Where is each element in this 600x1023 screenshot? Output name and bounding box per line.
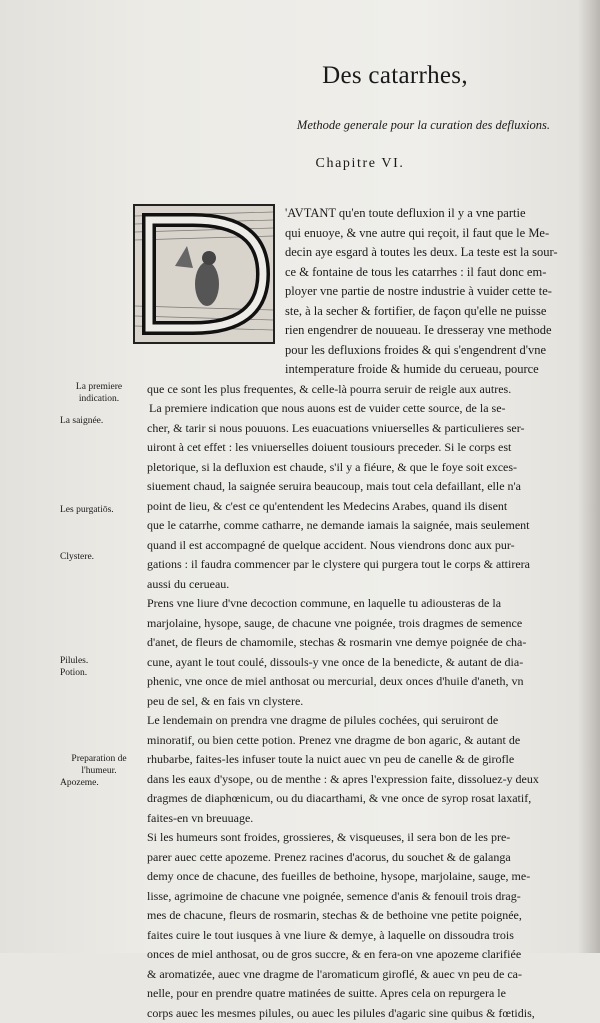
text-line: rien engendrer de nouueau. Ie dresseray vne methode bbox=[147, 321, 572, 341]
text-line: rhubarbe, faites-les infuser toute la nuict auec vn peu de canelle & de girofle bbox=[147, 750, 572, 770]
text-line: quand il est accompagné de quelque accident. Nous viendrons donc aux pur- bbox=[147, 536, 572, 556]
text-line: minoratif, ou bien cette potion. Prenez vne dragme de bon agaric, & autant de bbox=[147, 731, 572, 751]
text-line: ste, à la secher & fortifier, de façon qu'elle ne puisse bbox=[147, 302, 572, 322]
margin-note: Pilules. bbox=[60, 656, 142, 668]
text-line: gations : il faudra commencer par le clystere qui purgera tout le corps & attirera bbox=[147, 555, 572, 575]
text-line: 'AVTANT qu'en toute defluxion il y a vne partie bbox=[147, 204, 572, 224]
text-line: pour les defluxions froides & qui s'engendrent d'vne bbox=[147, 341, 572, 361]
text-line: aussi du cerueau. bbox=[147, 575, 572, 595]
margin-note: Potion. bbox=[60, 668, 142, 680]
text-line: peu de sel, & en fais vn clystere. bbox=[147, 692, 572, 712]
text-line: ce & fontaine de tous les catarrhes : il faut donc em- bbox=[147, 263, 572, 283]
text-line: lisse, agrimoine de chacune vne poignée, semence d'anis & fenouil trois drag- bbox=[147, 887, 572, 907]
text-line: Si les humeurs sont froides, grossieres, & visqueuses, il sera bon de les pre- bbox=[147, 828, 572, 848]
text-line: dans les eaux d'ysope, ou de menthe : & apres l'expression faite, dissoluez-y deux bbox=[147, 770, 572, 790]
text-line: nelle, pour en prendre quatre matinées de suitte. Apres cela on repurgera le bbox=[147, 984, 572, 1004]
text-line: que le catarrhe, comme catharre, ne demande iamais la saignée, mais seulement bbox=[147, 516, 572, 536]
text-line: uiront à cet effet : les vniuerselles doiuent tousiours preceder. Si le corps est bbox=[147, 438, 572, 458]
text-line: Le lendemain on prendra vne dragme de pilules cochées, qui seruiront de bbox=[147, 711, 572, 731]
text-line: point de lieu, & c'est ce qu'entendent les Medecins Arabes, quand ils disent bbox=[147, 497, 572, 517]
text-line: d'anet, de fleurs de chamomile, stechas & rosmarin vne demye poignée de cha- bbox=[147, 633, 572, 653]
text-line: ployer vne partie de nostre industrie à vuider cette te- bbox=[147, 282, 572, 302]
text-line: onces de miel anthosat, ou de gros succre, & en fera-on vne apozeme clarifiée bbox=[147, 945, 572, 965]
text-line: decin aye esgard à toutes les deux. La teste est la sour- bbox=[147, 243, 572, 263]
margin-note: Les purgatiōs. bbox=[60, 505, 142, 517]
text-line: faites-en vn breuuage. bbox=[147, 809, 572, 829]
main-text bbox=[147, 204, 572, 1023]
page-heading: Des catarrhes, bbox=[240, 62, 550, 90]
text-line: Prens vne liure d'vne decoction commune, en laquelle tu adiousteras de la bbox=[147, 594, 572, 614]
text-line: mes de chacune, fleurs de rosmarin, stechas & de bethoine vne petite poignée, bbox=[147, 906, 572, 926]
text-line: que ce sont les plus frequentes, & celle-là pourra seruir de reigle aux autres. bbox=[147, 380, 572, 400]
margin-note: La premiere indication. bbox=[56, 382, 142, 405]
text-line: pletorique, si la defluxion est chaude, s'il y a fiéure, & que le foye soit exces- bbox=[147, 458, 572, 478]
text-line: phenic, vne once de miel anthosat ou mercurial, deux onces d'huile d'aneth, vn bbox=[147, 672, 572, 692]
text-line: parer auec cette apozeme. Prenez racines d'acorus, du souchet & de galanga bbox=[147, 848, 572, 868]
text-line: siuement chaud, la saignée seruira beaucoup, mais tout cela defaillant, elle n'a bbox=[147, 477, 572, 497]
text-line: corps auec les mesmes pilules, ou auec les pilules d'agaric sine quibus & fœtidis, bbox=[147, 1004, 572, 1023]
chapter-title: Chapitre VI. bbox=[260, 156, 460, 172]
text-line: intemperature froide & humide du cerueau, pource bbox=[147, 360, 572, 380]
margin-note: La saignée. bbox=[60, 416, 142, 428]
text-line: demy once de chacune, des fueilles de bethoine, hysope, marjolaine, sauge, me- bbox=[147, 867, 572, 887]
text-line: qui enuoye, & vne autre qui reçoit, il faut que le Me- bbox=[147, 224, 572, 244]
text-line: cher, & tarir si nous pouuons. Les euacuations vniuerselles & particulieres ser- bbox=[147, 419, 572, 439]
text-line: La premiere indication que nous auons est de vuider cette source, de la se- bbox=[147, 399, 572, 419]
margin-note: Apozeme. bbox=[60, 778, 142, 790]
section-subheading: Methode generale pour la curation des defluxions. bbox=[200, 118, 550, 133]
text-line: marjolaine, hysope, sauge, de chacune vne poignée, trois dragmes de semence bbox=[147, 614, 572, 634]
margin-note: Clystere. bbox=[60, 552, 142, 564]
text-line: cune, ayant le tout coulé, dissouls-y vne once de la benedicte, & autant de dia- bbox=[147, 653, 572, 673]
text-line: dragmes de diaphœnicum, ou du diacarthami, & vne once de syrop rosat laxatif, bbox=[147, 789, 572, 809]
page-gutter-shadow bbox=[578, 0, 600, 953]
margin-note: Preparation de l'humeur. bbox=[56, 754, 142, 777]
text-line: & aromatizée, auec vne dragme de l'aromaticum giroflé, & auec vn peu de ca- bbox=[147, 965, 572, 985]
text-line: faites cuire le tout iusques à vne liure & demye, à laquelle on dissoudra trois bbox=[147, 926, 572, 946]
